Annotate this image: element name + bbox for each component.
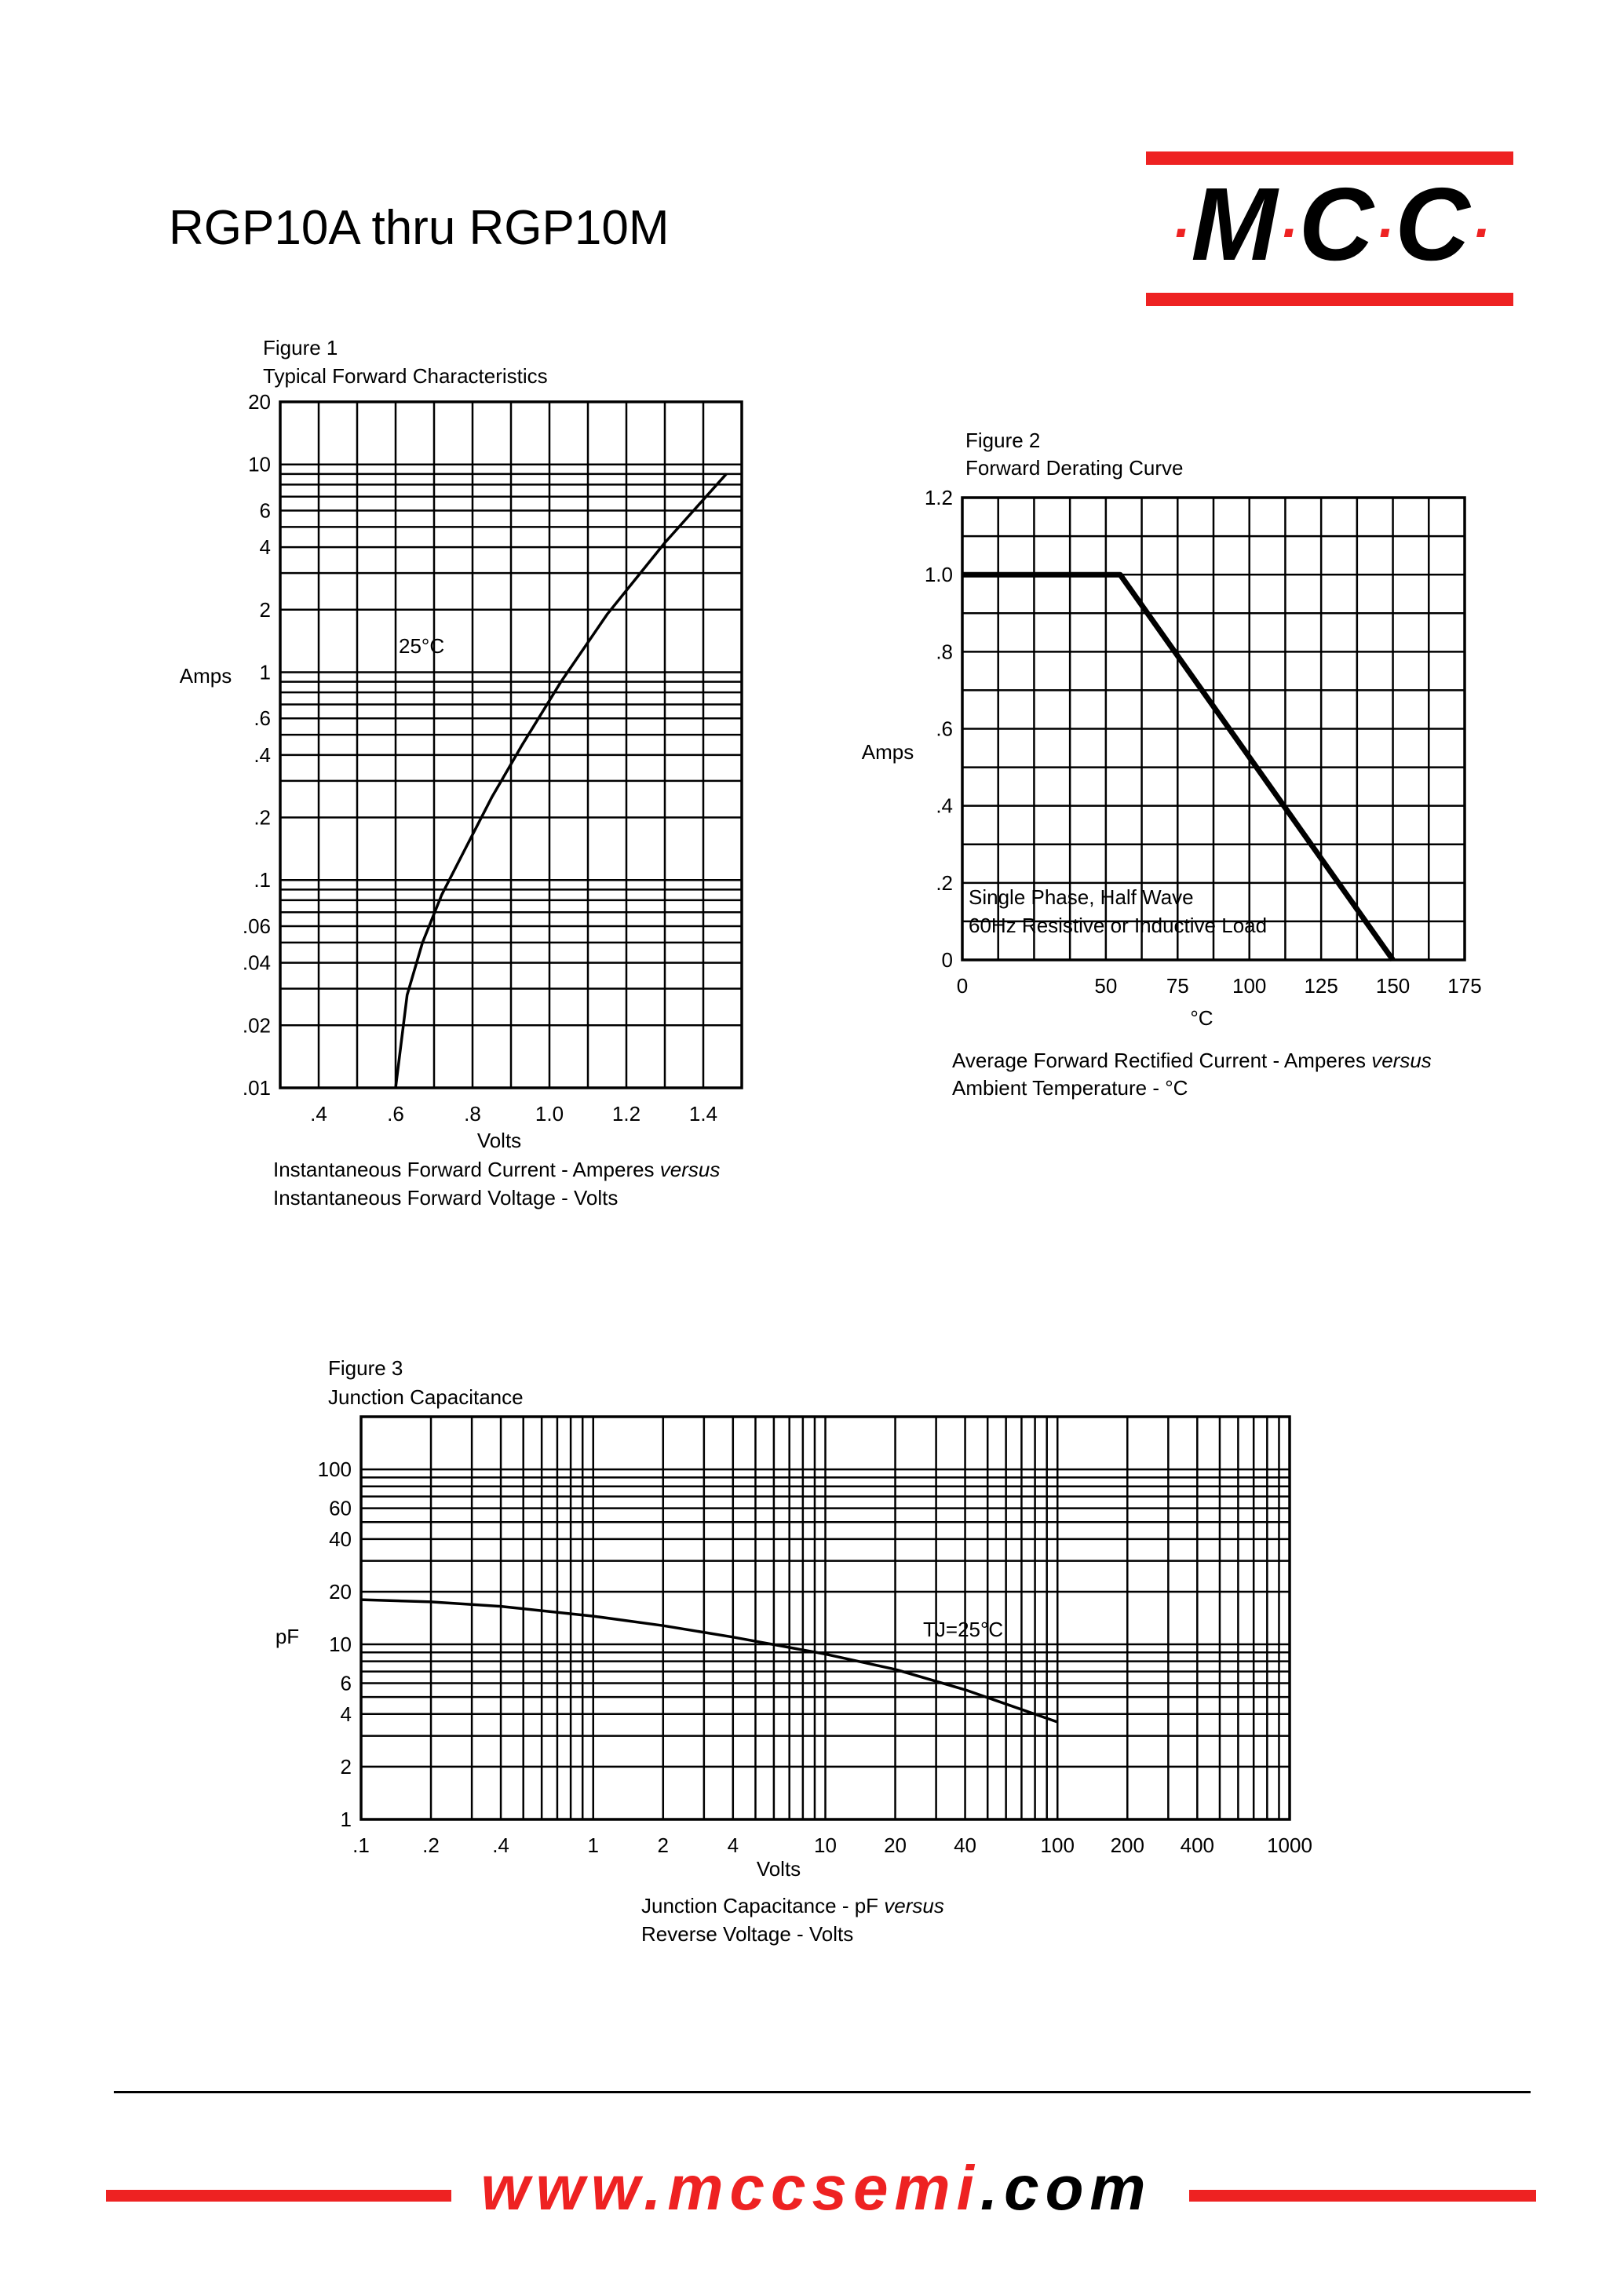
fig2-caption-line2: Ambient Temperature - °C (952, 1076, 1188, 1100)
fig3-caption-line2: Reverse Voltage - Volts (641, 1922, 854, 1946)
y-tick-label: 10 (329, 1633, 352, 1657)
logo-dot: · (1171, 202, 1192, 264)
fig3-temperature-annotation: TJ=25°C (923, 1618, 1004, 1641)
fig2-caption-line1: Average Forward Rectified Current - Amperes versus (952, 1049, 1432, 1072)
fig3-caption-line1: Junction Capacitance - pF versus (641, 1894, 944, 1917)
x-tick-label: 2 (657, 1833, 670, 1857)
y-tick-label: 1.2 (924, 486, 953, 509)
fig3-x-axis-label: Volts (756, 1857, 801, 1881)
y-tick-label: 1 (259, 660, 271, 684)
x-tick-label: .4 (310, 1102, 327, 1126)
y-tick-label: .8 (936, 640, 953, 664)
document-title: RGP10A thru RGP10M (169, 201, 670, 255)
y-tick-label: 4 (259, 535, 271, 560)
logo-letter-c2: C (1395, 166, 1472, 282)
logo-letter-m: M (1191, 166, 1279, 282)
footer-url[interactable] (471, 2153, 1162, 2223)
footer-right-bar (1189, 2190, 1536, 2202)
x-tick-label: 10 (814, 1833, 837, 1857)
y-tick-label: .6 (254, 706, 271, 731)
y-tick-label: .2 (936, 870, 953, 895)
fig3-y-axis-label: pF (275, 1625, 300, 1648)
y-tick-label: 6 (259, 498, 271, 523)
fig3-label: Figure 3 (328, 1356, 403, 1380)
figure2-chart (862, 486, 1482, 1030)
fig1-x-axis-label: Volts (476, 1129, 522, 1152)
fig1-title: Typical Forward Characteristics (263, 364, 548, 388)
footer-url-prefix: www.mccsemi (480, 2153, 980, 2223)
y-tick-label: 40 (329, 1527, 352, 1551)
x-tick-label: 400 (1180, 1833, 1215, 1857)
y-tick-label: 20 (248, 390, 271, 414)
x-tick-label: 125 (1304, 974, 1338, 998)
logo-letter-c1: C (1298, 166, 1375, 282)
fig3-title: Junction Capacitance (328, 1385, 524, 1409)
y-tick-label: .06 (242, 914, 271, 938)
x-tick-label: .6 (387, 1102, 404, 1126)
y-tick-label: 1.0 (924, 563, 953, 587)
fig2-y-axis-label: Amps (861, 740, 914, 764)
y-tick-label: .4 (936, 794, 953, 818)
x-tick-label: 200 (1110, 1833, 1144, 1857)
logo-dot: · (1374, 202, 1396, 264)
y-tick-label: .02 (242, 1013, 271, 1038)
fig1-label: Figure 1 (263, 336, 338, 359)
footer-url-suffix: .com (980, 2153, 1152, 2223)
fig2-x-axis-label: °C (1190, 1006, 1213, 1030)
y-tick-label: .4 (254, 742, 271, 767)
fig1-y-axis-label: Amps (179, 664, 232, 688)
y-tick-label: .6 (936, 717, 953, 741)
x-tick-label: 100 (1232, 974, 1267, 998)
y-tick-label: 0 (941, 948, 953, 972)
fig2-label: Figure 2 (965, 429, 1041, 452)
fig2-note-line2: 60Hz Resistive or Inductive Load (969, 914, 1268, 937)
y-tick-label: 1 (340, 1808, 352, 1831)
x-tick-label: 0 (956, 974, 969, 998)
y-tick-label: .1 (254, 868, 271, 892)
x-tick-label: 175 (1447, 974, 1482, 998)
x-tick-label: 4 (727, 1833, 739, 1857)
x-tick-label: 1.0 (535, 1102, 564, 1126)
x-tick-label: 20 (884, 1833, 907, 1857)
fig1-caption-line1: Instantaneous Forward Current - Amperes versus (273, 1158, 721, 1181)
fig1-temperature-annotation: 25°C (399, 634, 445, 658)
x-tick-label: .4 (492, 1833, 509, 1857)
fig2-title: Forward Derating Curve (965, 456, 1184, 480)
y-tick-label: 10 (248, 452, 271, 476)
figure1-chart (180, 390, 742, 1152)
y-tick-label: 20 (329, 1579, 352, 1604)
x-tick-label: .8 (464, 1102, 481, 1126)
x-tick-label: 1000 (1267, 1833, 1312, 1857)
y-tick-label: .01 (242, 1076, 271, 1100)
fig2-note-line1: Single Phase, Half Wave (969, 885, 1194, 909)
logo-dot: · (1279, 202, 1299, 264)
y-tick-label: 100 (317, 1458, 352, 1482)
footer-left-bar (106, 2190, 451, 2202)
x-tick-label: 1.2 (611, 1102, 641, 1126)
y-tick-label: 2 (259, 597, 271, 622)
y-tick-label: 4 (340, 1702, 352, 1726)
x-tick-label: 50 (1094, 974, 1118, 998)
figure3-chart (276, 1417, 1312, 1881)
x-tick-label: 150 (1375, 974, 1411, 998)
y-tick-label: 6 (340, 1671, 352, 1695)
y-tick-label: 2 (340, 1754, 352, 1779)
x-tick-label: .2 (422, 1833, 440, 1857)
x-tick-label: .1 (352, 1833, 370, 1857)
x-tick-label: 1.4 (688, 1102, 718, 1126)
x-tick-label: 100 (1040, 1833, 1075, 1857)
y-tick-label: .2 (254, 805, 271, 830)
y-tick-label: .04 (242, 950, 271, 975)
x-tick-label: 75 (1166, 974, 1189, 998)
x-tick-label: 40 (954, 1833, 977, 1857)
logo-dot: · (1471, 202, 1491, 264)
footer-rule (114, 2091, 1531, 2093)
fig1-caption-line2: Instantaneous Forward Voltage - Volts (273, 1186, 619, 1210)
y-tick-label: 60 (329, 1496, 352, 1520)
x-tick-label: 1 (587, 1833, 599, 1857)
